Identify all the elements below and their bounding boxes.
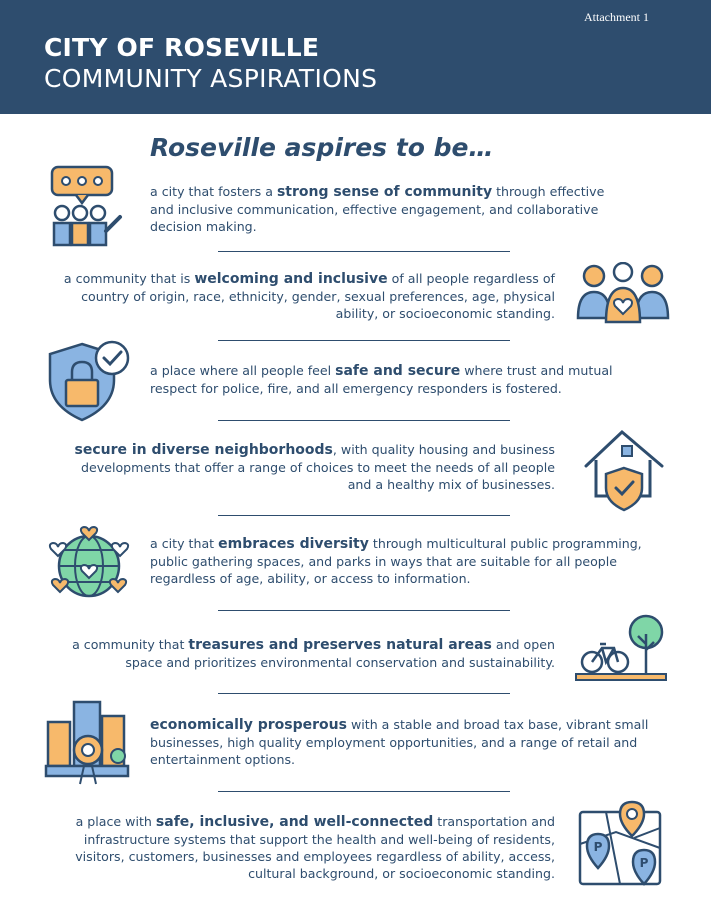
aspiration-2-suffix: of all people regardless of country of origin, race, ethnicity, gender, sexual preferences, age, physical ability, or socioeconomic standing. bbox=[81, 271, 555, 321]
aspiration-1-prefix: a city that fosters a bbox=[150, 184, 277, 199]
aspiration-6-suffix: and open space and prioritizes environmental conservation and sustainability. bbox=[125, 637, 555, 670]
aspiration-5-bold: embraces diversity bbox=[218, 536, 369, 552]
divider bbox=[218, 693, 510, 694]
divider bbox=[218, 420, 510, 421]
attachment-label: Attachment 1 bbox=[584, 10, 649, 24]
city-gear-icon bbox=[44, 700, 130, 786]
divider bbox=[218, 791, 510, 792]
aspiration-5-suffix: through multicultural public programming, public gathering spaces, and parks in ways that are suitable for all people regardless of age, ability, or access to information. bbox=[150, 536, 642, 586]
aspiration-3 bbox=[150, 362, 650, 397]
parking-p-glyph-1: P bbox=[593, 840, 603, 854]
family-icon bbox=[576, 262, 670, 326]
divider bbox=[218, 251, 510, 252]
aspiration-8-bold: safe, inclusive, and well-connected bbox=[155, 814, 434, 830]
divider bbox=[218, 340, 510, 341]
globe-hearts-icon bbox=[46, 520, 132, 606]
aspiration-3-suffix: where trust and mutual respect for police, fire, and all emergency responders is fostered. bbox=[150, 363, 613, 396]
aspiration-1 bbox=[150, 183, 630, 235]
aspiration-3-bold: safe and secure bbox=[335, 363, 461, 379]
shield-lock-icon bbox=[44, 340, 134, 424]
aspiration-5 bbox=[150, 535, 650, 587]
divider bbox=[218, 610, 510, 611]
aspiration-5-prefix: a city that bbox=[150, 536, 219, 551]
communication-icon bbox=[46, 165, 126, 249]
divider bbox=[218, 515, 510, 516]
aspiration-2-bold: welcoming and inclusive bbox=[194, 271, 388, 287]
aspiration-2 bbox=[60, 270, 555, 322]
aspiration-6-prefix: a community that bbox=[72, 637, 189, 652]
header-banner bbox=[0, 0, 711, 114]
aspiration-4-bold: secure in diverse neighborhoods bbox=[74, 442, 333, 458]
aspiration-4 bbox=[60, 441, 555, 493]
aspiration-7-bold: economically prosperous bbox=[150, 717, 347, 733]
aspiration-2-prefix: a community that is bbox=[63, 271, 195, 286]
parking-p-glyph-2: P bbox=[639, 856, 649, 870]
map-parking-icon bbox=[576, 798, 666, 888]
page-subtitle: COMMUNITY ASPIRATIONS bbox=[44, 64, 378, 93]
aspiration-4-suffix: , with quality housing and business developments that offer a range of choices to meet the needs of all people and a healthy mix of businesses. bbox=[81, 442, 555, 492]
aspiration-8-suffix: transportation and infrastructure systems that support the health and well-being of residents, visitors, customers, businesses and employees regardless of ability, access, cultural background, or socioeconomic standing. bbox=[75, 814, 555, 881]
tagline: Roseville aspires to be… bbox=[150, 133, 494, 162]
aspiration-8-prefix: a place with bbox=[75, 814, 156, 829]
aspiration-6 bbox=[60, 636, 555, 671]
house-shield-icon bbox=[582, 426, 668, 512]
page-title: CITY OF ROSEVILLE bbox=[44, 33, 320, 62]
aspiration-1-suffix: through effective and inclusive communication, effective engagement, and collaborative decision making. bbox=[150, 184, 605, 234]
aspiration-3-prefix: a place where all people feel bbox=[150, 363, 336, 378]
bike-tree-icon bbox=[574, 610, 670, 682]
aspiration-6-bold: treasures and preserves natural areas bbox=[188, 637, 492, 653]
aspiration-1-bold: strong sense of community bbox=[276, 184, 493, 200]
aspiration-7 bbox=[150, 716, 650, 768]
aspiration-8 bbox=[60, 813, 555, 882]
aspiration-7-suffix: with a stable and broad tax base, vibrant small businesses, high quality employment opportunities, and a range of retail and entertainment options. bbox=[150, 717, 649, 767]
